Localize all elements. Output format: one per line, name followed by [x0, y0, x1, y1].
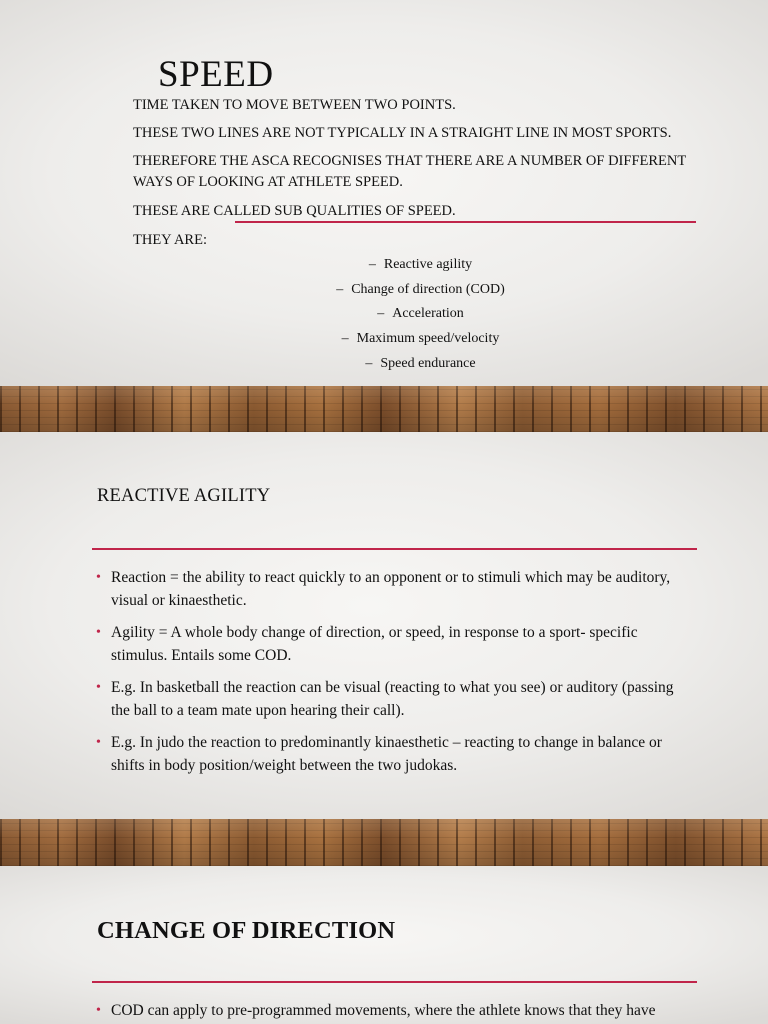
list-item: • E.g. In judo the reaction to predominantly kinaesthetic – reacting to change in balance or shifts in body position/weight between the two judokas. — [96, 731, 696, 777]
speed-line-2: THESE TWO LINES ARE NOT TYPICALLY IN A STRAIGHT LINE IN MOST SPORTS. — [133, 125, 672, 141]
speed-line-4: THESE ARE CALLED SUB QUALITIES OF SPEED. — [133, 203, 456, 219]
cod-bullets — [96, 999, 696, 1024]
list-item: – Reactive agility — [368, 257, 473, 272]
bullet-icon: • — [96, 570, 101, 585]
list-item: – Maximum speed/velocity — [341, 331, 500, 347]
title-divider — [92, 981, 697, 983]
slide-title-change-of-direction: CHANGE OF DIRECTION — [97, 917, 396, 944]
speed-line-5: THEY ARE: — [133, 232, 207, 248]
list-item: • E.g. In basketball the reaction can be visual (reacting to what you see) or auditory (passing the ball to a team mate upon hearing their call). — [96, 676, 696, 722]
sub-qualities-list — [0, 253, 768, 376]
list-item: • Reaction = the ability to react quickly to an opponent or to stimuli which may be auditory, visual or kinaesthetic. — [96, 566, 696, 612]
list-item: – Acceleration — [377, 306, 464, 322]
speed-line-3: THEREFORE THE ASCA RECOGNISES THAT THERE ARE A NUMBER OF DIFFERENT WAYS OF LOOKING AT ATHLETE SPEED. — [133, 153, 686, 190]
reactive-agility-bullets — [96, 566, 696, 786]
list-item: – Change of direction (COD) — [336, 281, 505, 297]
list-item: • Agility = A whole body change of direction, or speed, in response to a sport- specific stimulus. Entails some COD. — [96, 621, 696, 667]
list-item: • COD can apply to pre-programmed movements, where the athlete knows that they have — [96, 999, 696, 1022]
bullet-icon: • — [96, 625, 101, 640]
slide-reactive-agility — [0, 432, 768, 819]
wood-floor-divider — [0, 819, 768, 866]
slide-speed — [0, 0, 768, 386]
bullet-icon: • — [96, 1003, 101, 1018]
slide-change-of-direction — [0, 866, 768, 1024]
bullet-icon: • — [96, 680, 101, 695]
title-divider — [92, 548, 697, 550]
wood-floor-divider — [0, 386, 768, 432]
list-item: – Speed endurance — [365, 355, 476, 371]
speed-line-1: TIME TAKEN TO MOVE BETWEEN TWO POINTS. — [133, 97, 456, 113]
bullet-icon: • — [96, 735, 101, 750]
slide-title-reactive-agility: REACTIVE AGILITY — [97, 486, 271, 506]
slide-title-speed: SPEED — [158, 54, 274, 95]
title-divider — [235, 221, 696, 223]
